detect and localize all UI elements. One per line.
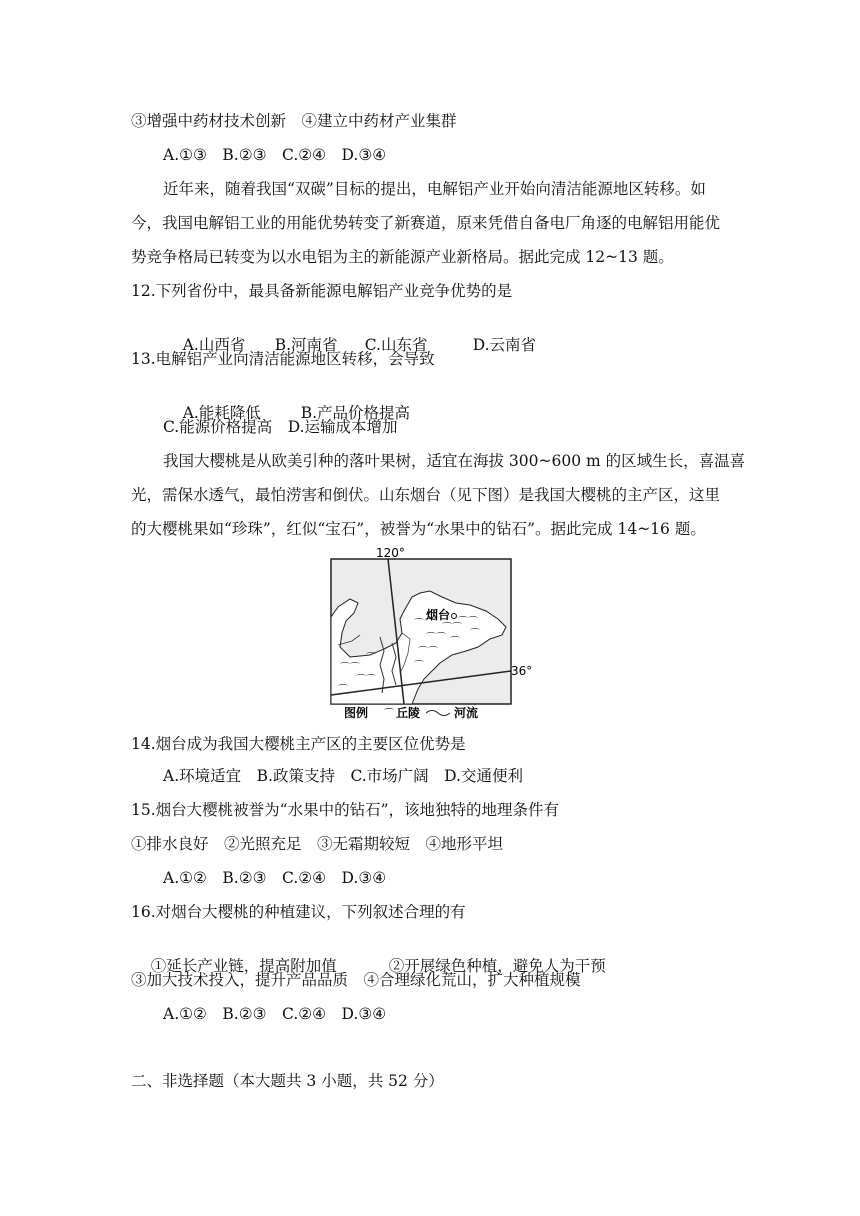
- hill-symbol: ⌒⌒: [340, 663, 360, 674]
- q16-statement-1: ①延长产业链，提高附加值: [150, 957, 337, 975]
- q15-answer-choices: A.①② B.②③ C.②④ D.③④: [163, 869, 387, 887]
- q15-statements: ①排水良好 ②光照充足 ③无霜期较短 ④地形平坦: [131, 835, 504, 853]
- q12-option-a: A.山西省: [182, 336, 246, 354]
- q14-answer-choices: A.环境适宜 B.政策支持 C.市场广阔 D.交通便利: [163, 767, 523, 785]
- passage-cherry-line-1: 我国大樱桃是从欧美引种的落叶果树，适宜在海拔 300~600 m 的区域生长，喜温喜: [163, 452, 746, 470]
- q12-option-d: D.云南省: [472, 336, 537, 354]
- yantai-map-figure: [330, 546, 533, 720]
- hill-symbol: ⌒⌒: [458, 617, 478, 628]
- hill-symbol: ⌒⌒: [418, 647, 438, 658]
- hill-symbol: ⌒⌒: [426, 633, 446, 644]
- q12-option-b: B.河南省: [274, 336, 338, 354]
- q13-option-b: B.产品价格提高: [300, 404, 411, 422]
- q16-statement-2: ②开展绿色种植，避免人为干预: [388, 957, 606, 975]
- question-15: 15.烟台大樱桃被誉为“水果中的钻石”，该地独特的地理条件有: [131, 801, 560, 819]
- hill-symbol: ⌒: [450, 637, 460, 648]
- section-heading-non-choice: 二、非选择题（本大题共 3 小题，共 52 分）: [131, 1072, 444, 1090]
- q16-statements-row-2: ③加大技术投入，提升产品品质 ④合理绿化荒山，扩大种植规模: [131, 971, 581, 989]
- hill-symbol: ⌒⌒: [442, 623, 462, 634]
- legend-hills-label: 丘陵: [396, 706, 421, 720]
- passage-cherry-line-2: 光，需保水透气，最怕涝害和倒伏。山东烟台（见下图）是我国大樱桃的主产区，这里: [131, 486, 721, 504]
- hill-symbol: ⌒: [338, 685, 348, 696]
- legend-river-symbol: [426, 711, 450, 716]
- hill-symbol: ⌒⌒: [414, 619, 434, 630]
- passage-aluminum-line-3: 势竞争格局已转变为以水电铝为主的新能源产业新格局。据此完成 12~13 题。: [131, 248, 674, 266]
- yantai-city-dot: [452, 614, 457, 619]
- passage-cherry-line-3: 的大樱桃果如“珍珠”，红似“宝石”，被誉为“水果中的钻石”。据此完成 14~16 题。: [131, 520, 706, 538]
- q13-answer-choices-row-2: C.能源价格提高 D.运输成本增加: [163, 418, 398, 436]
- hill-symbol: ⌒: [366, 653, 376, 664]
- hill-symbol: ⌒⌒: [356, 675, 376, 686]
- passage-aluminum-line-1: 近年来，随着我国“双碳”目标的提出，电解铝产业开始向清洁能源地区转移。如: [163, 180, 706, 198]
- question-13: 13.电解铝产业向清洁能源地区转移，会导致: [131, 350, 435, 368]
- city-label-yantai: 烟台: [426, 608, 451, 622]
- legend-hill-symbol: ⌒: [384, 709, 394, 720]
- hill-symbol: ⌒: [470, 629, 480, 640]
- hill-symbol: ⌒: [414, 661, 424, 672]
- legend-title: 图例: [344, 706, 369, 720]
- q13-option-a: A.能耗降低: [182, 404, 261, 422]
- q11-answer-choices: A.①③ B.②③ C.②④ D.③④: [163, 146, 387, 164]
- parallel-label: 36°: [511, 664, 533, 678]
- question-12: 12.下列省份中，最具备新能源电解铝产业竞争优势的是: [131, 282, 513, 300]
- q12-option-c: C.山东省: [364, 336, 428, 354]
- legend-river-label: 河流: [454, 706, 479, 720]
- question-14: 14.烟台成为我国大樱桃主产区的主要区位优势是: [131, 735, 466, 753]
- meridian-label: 120°: [376, 546, 405, 560]
- q11-options-continued: ③增强中药材技术创新 ④建立中药材产业集群: [131, 112, 457, 130]
- passage-aluminum-line-2: 今，我国电解铝工业的用能优势转变了新赛道，原来凭借自备电厂角逐的电解铝用能优: [131, 214, 721, 232]
- question-16: 16.对烟台大樱桃的种植建议，下列叙述合理的有: [131, 903, 466, 921]
- q16-answer-choices: A.①② B.②③ C.②④ D.③④: [163, 1005, 387, 1023]
